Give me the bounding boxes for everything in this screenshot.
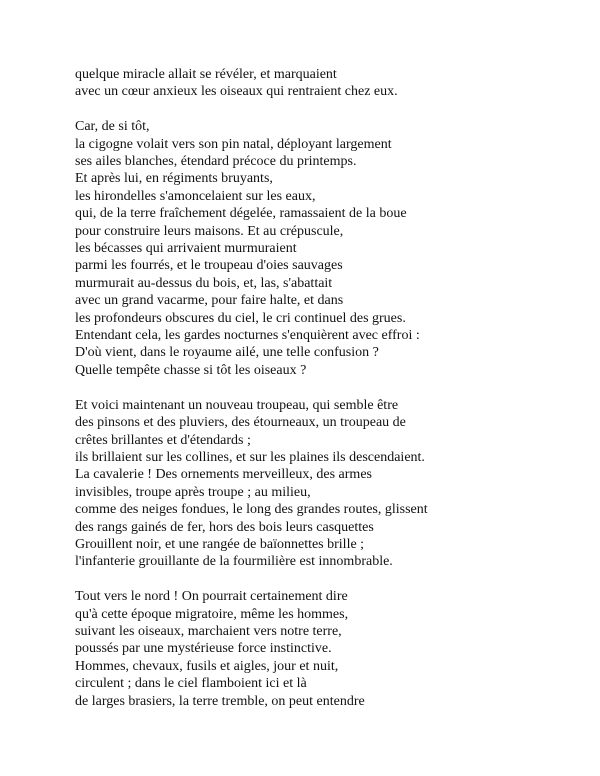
poem-line: les profondeurs obscures du ciel, le cri continuel des grues. <box>75 310 406 326</box>
poem-line: invisibles, troupe après troupe ; au milieu, <box>75 484 311 500</box>
poem-line: suivant les oiseaux, marchaient vers notre terre, <box>75 623 342 639</box>
poem-line: ses ailes blanches, étendard précoce du printemps. <box>75 154 357 170</box>
poem-line: Tout vers le nord ! On pourrait certainement dire <box>75 589 348 605</box>
poem-line: Et après lui, en régiments bruyants, <box>75 171 273 187</box>
poem-line: Entendant cela, les gardes nocturnes s'enquièrent avec effroi : <box>75 328 420 344</box>
stanza-4 <box>75 588 575 710</box>
poem-line: des rangs gainés de fer, hors des bois leurs casquettes <box>75 519 374 535</box>
poem-line: pour construire leurs maisons. Et au crépuscule, <box>75 223 344 239</box>
poem-line: murmurait au-dessus du bois, et, las, s'abattait <box>75 275 333 291</box>
poem-line: Et voici maintenant un nouveau troupeau, qui semble être <box>75 397 399 413</box>
poem-line: ils brillaient sur les collines, et sur les plaines ils descendaient. <box>75 449 425 465</box>
poem-line: des pinsons et des pluviers, des étourneaux, un troupeau de <box>75 415 406 431</box>
poem-line: parmi les fourrés, et le troupeau d'oies sauvages <box>75 258 343 274</box>
poem-line: les bécasses qui arrivaient murmuraient <box>75 241 297 257</box>
poem-line: Hommes, chevaux, fusils et aigles, jour et nuit, <box>75 658 339 674</box>
poem-line: comme des neiges fondues, le long des grandes routes, glissent <box>75 502 428 518</box>
poem-line: quelque miracle allait se révéler, et marquaient <box>75 67 337 82</box>
stanza-1 <box>75 66 575 101</box>
poem-line: avec un grand vacarme, pour faire halte, et dans <box>75 293 344 309</box>
poem-line: la cigogne volait vers son pin natal, déployant largement <box>75 136 392 152</box>
poem-line: de larges brasiers, la terre tremble, on peut entendre <box>75 693 365 709</box>
poem-text <box>75 66 575 710</box>
poem-line: qui, de la terre fraîchement dégelée, ramassaient de la boue <box>75 206 407 222</box>
poem-line: circulent ; dans le ciel flamboient ici et là <box>75 676 307 692</box>
poem-line: avec un cœur anxieux les oiseaux qui rentraient chez eux. <box>75 84 398 100</box>
poem-line: Quelle tempête chasse si tôt les oiseaux ? <box>75 362 307 378</box>
stanza-2 <box>75 118 575 379</box>
poem-line: La cavalerie ! Des ornements merveilleux, des armes <box>75 467 372 483</box>
poem-line: D'où vient, dans le royaume ailé, une telle confusion ? <box>75 345 379 361</box>
poem-line: Car, de si tôt, <box>75 119 150 135</box>
poem-line: Grouillent noir, et une rangée de baïonnettes brille ; <box>75 536 365 552</box>
stanza-3 <box>75 397 575 571</box>
poem-line: crêtes brillantes et d'étendards ; <box>75 432 251 448</box>
poem-line: qu'à cette époque migratoire, même les hommes, <box>75 606 349 622</box>
poem-line: les hirondelles s'amoncelaient sur les eaux, <box>75 188 316 204</box>
poem-line: poussés par une mystérieuse force instinctive. <box>75 641 332 657</box>
poem-line: l'infanterie grouillante de la fourmilière est innombrable. <box>75 554 393 570</box>
